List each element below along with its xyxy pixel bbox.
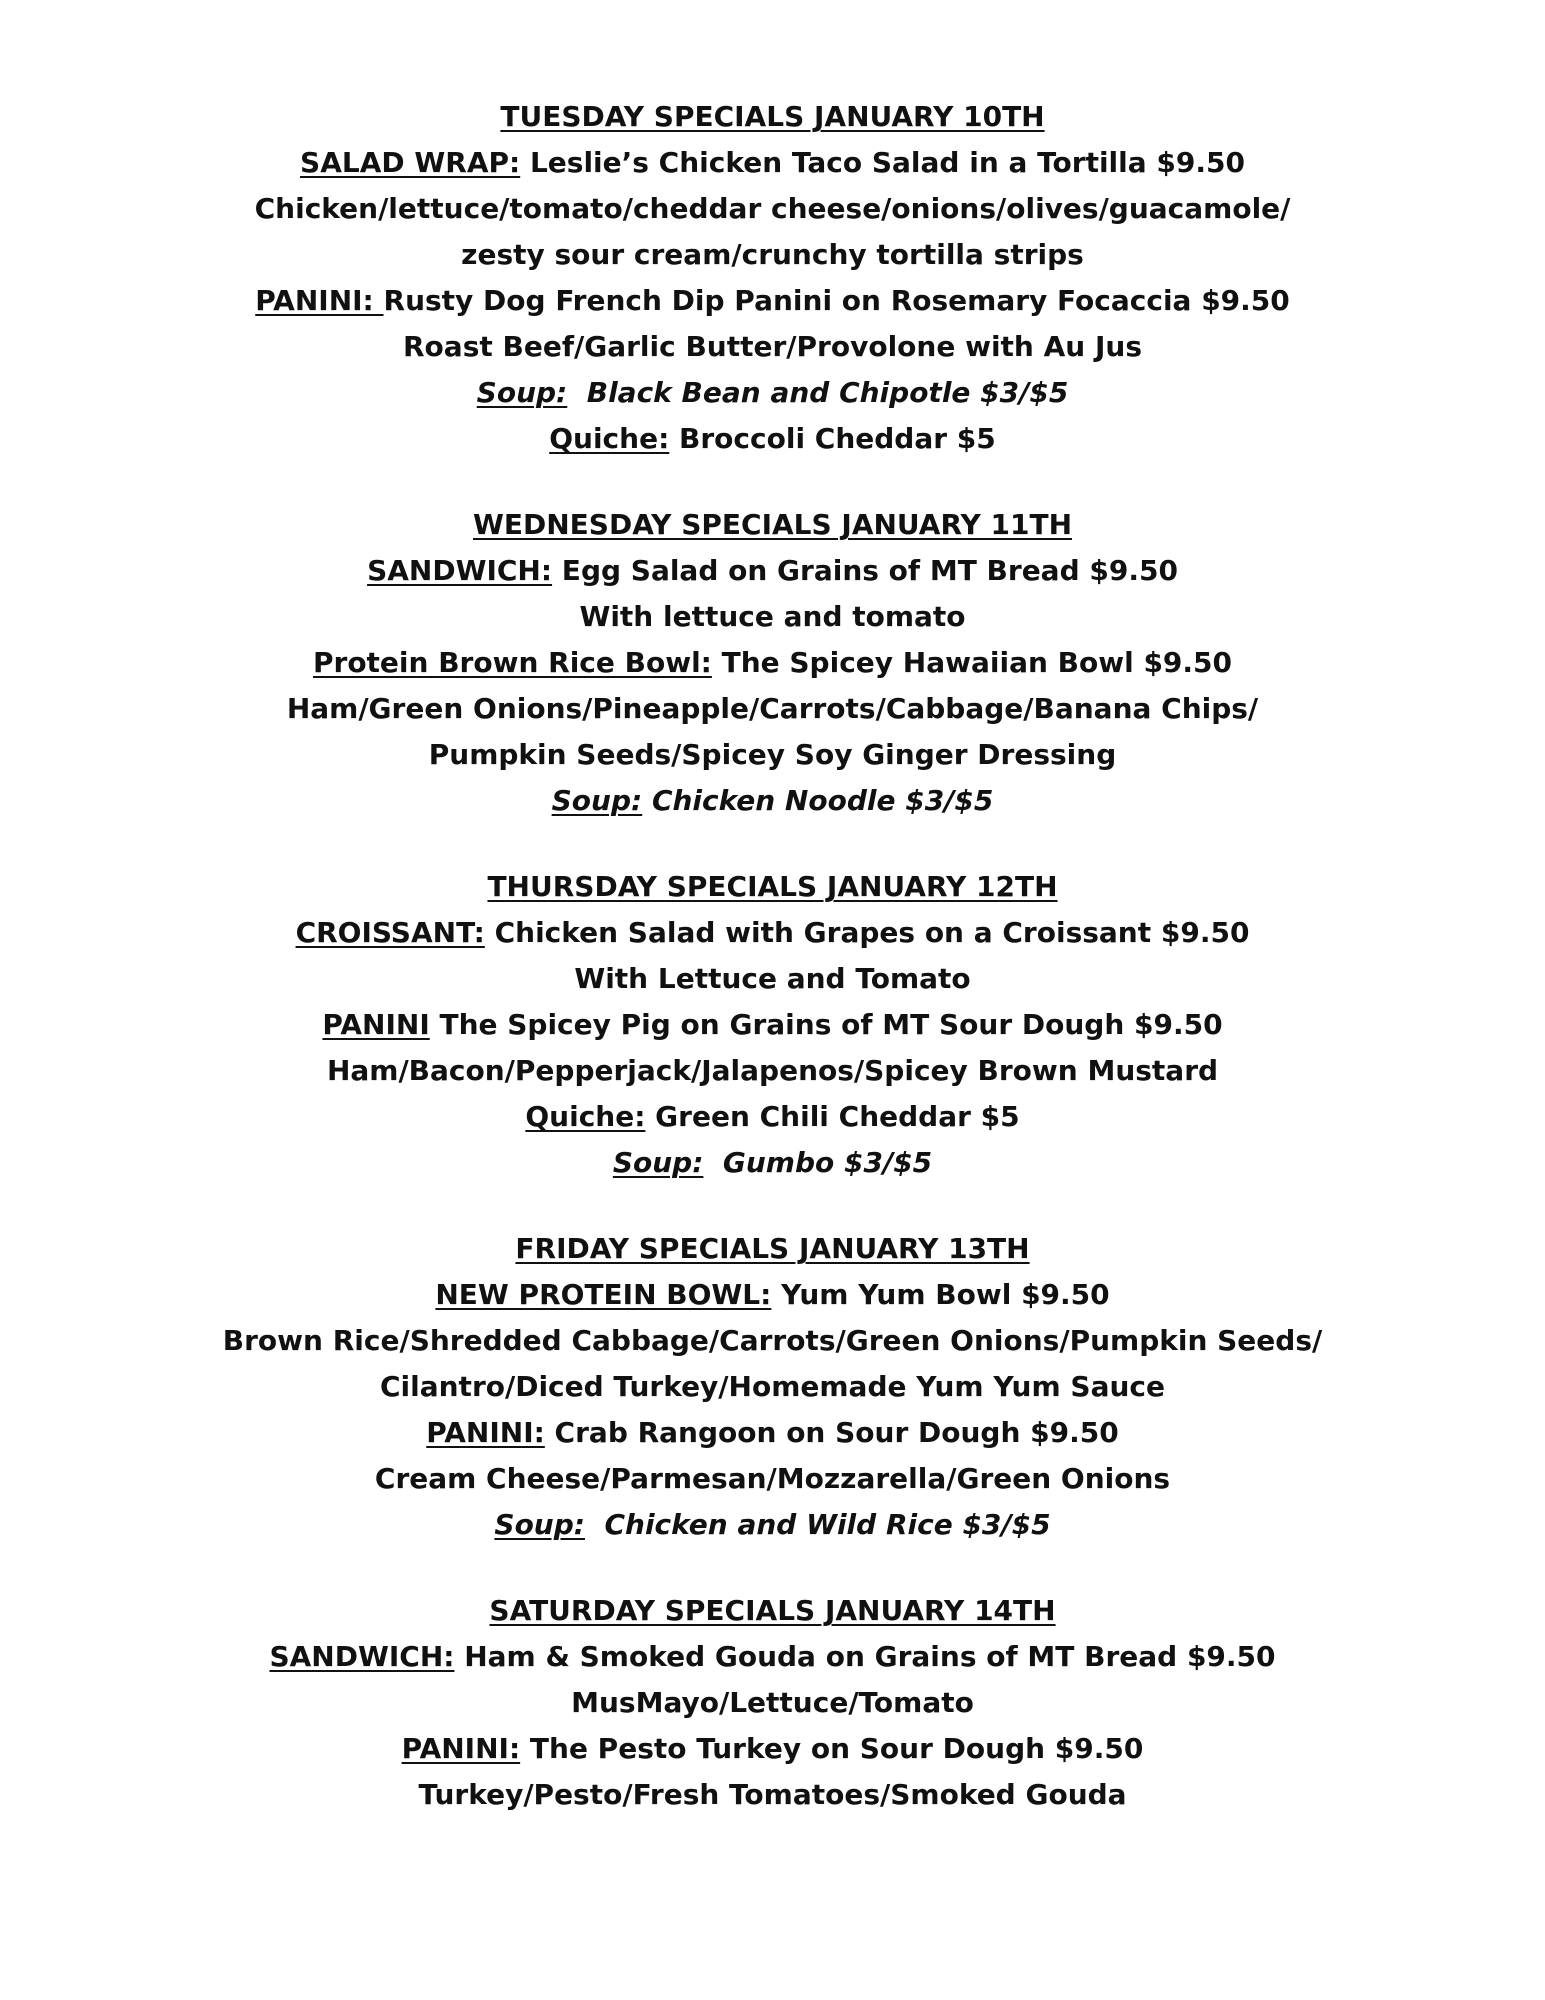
item-label: CROISSANT: (295, 916, 485, 949)
menu-line (0, 910, 1545, 956)
menu-line (0, 1364, 1545, 1410)
menu-line (0, 416, 1545, 462)
menu-line (0, 1680, 1545, 1726)
item-text: Ham/Bacon/Pepperjack/Jalapenos/Spicey Brown Mustard (326, 1054, 1219, 1087)
item-text: Leslie’s Chicken Taco Salad in a Tortilla $9.50 (520, 146, 1245, 179)
menu-line (0, 140, 1545, 186)
item-label: SALAD WRAP: (300, 146, 521, 179)
item-label: Soup: (551, 784, 643, 817)
item-text: With lettuce and tomato (579, 600, 966, 633)
menu-line (0, 278, 1545, 324)
item-label: Soup: (612, 1146, 704, 1179)
item-label: Soup: (476, 376, 568, 409)
item-text: Roast Beef/Garlic Butter/Provolone with Au Jus (403, 330, 1142, 363)
menu-line (0, 232, 1545, 278)
day-heading: WEDNESDAY SPECIALS JANUARY 11TH (472, 508, 1073, 541)
item-text: The Spicey Hawaiian Bowl $9.50 (711, 646, 1233, 679)
item-text: Egg Salad on Grains of MT Bread $9.50 (552, 554, 1178, 587)
item-text: Broccoli Cheddar $5 (669, 422, 996, 455)
day-heading: THURSDAY SPECIALS JANUARY 12TH (487, 870, 1058, 903)
menu-line (0, 370, 1545, 416)
menu-line (0, 1502, 1545, 1548)
menu-line (0, 594, 1545, 640)
menu-line (0, 778, 1545, 824)
item-text: Turkey/Pesto/Fresh Tomatoes/Smoked Gouda (418, 1778, 1127, 1811)
item-text: Crab Rangoon on Sour Dough $9.50 (544, 1416, 1119, 1449)
item-text: zesty sour cream/crunchy tortilla strips (461, 238, 1084, 271)
item-text: Rusty Dog French Dip Panini on Rosemary Focaccia $9.50 (383, 284, 1290, 317)
menu-line (0, 1048, 1545, 1094)
day-section (0, 1226, 1545, 1548)
day-section (0, 94, 1545, 462)
menu-line (0, 548, 1545, 594)
item-text: Green Chili Cheddar $5 (645, 1100, 1020, 1133)
item-text: Gumbo $3/$5 (703, 1146, 933, 1179)
item-text: Ham/Green Onions/Pineapple/Carrots/Cabbage/Banana Chips/ (286, 692, 1259, 725)
item-label: PANINI: (255, 284, 384, 317)
item-text: Pumpkin Seeds/Spicey Soy Ginger Dressing (428, 738, 1117, 771)
item-label: SANDWICH: (367, 554, 553, 587)
item-text: Black Bean and Chipotle $3/$5 (567, 376, 1069, 409)
item-label: Protein Brown Rice Bowl: (312, 646, 712, 679)
menu-line (0, 732, 1545, 778)
menu-line (0, 1002, 1545, 1048)
item-label: PANINI: (426, 1416, 545, 1449)
day-heading: SATURDAY SPECIALS JANUARY 14TH (489, 1594, 1056, 1627)
day-heading: FRIDAY SPECIALS JANUARY 13TH (515, 1232, 1030, 1265)
menu-line (0, 1772, 1545, 1818)
menu-line (0, 1094, 1545, 1140)
item-label: Quiche: (549, 422, 670, 455)
menu-line (0, 1634, 1545, 1680)
item-text: Chicken Noodle $3/$5 (642, 784, 994, 817)
item-text: Cream Cheese/Parmesan/Mozzarella/Green Onions (374, 1462, 1171, 1495)
menu-line (0, 1456, 1545, 1502)
item-text: Cilantro/Diced Turkey/Homemade Yum Yum Sauce (379, 1370, 1165, 1403)
item-text: Brown Rice/Shredded Cabbage/Carrots/Green Onions/Pumpkin Seeds/ (222, 1324, 1323, 1357)
item-label: NEW PROTEIN BOWL: (435, 1278, 772, 1311)
item-text: Ham & Smoked Gouda on Grains of MT Bread $9.50 (454, 1640, 1276, 1673)
item-text: Chicken Salad with Grapes on a Croissant $9.50 (484, 916, 1250, 949)
menu-line (0, 956, 1545, 1002)
day-section (0, 502, 1545, 824)
specials-menu (0, 94, 1545, 1858)
menu-line (0, 1318, 1545, 1364)
menu-line (0, 1726, 1545, 1772)
item-label: PANINI: (401, 1732, 521, 1765)
item-text: Chicken/lettuce/tomato/cheddar cheese/onions/olives/guacamole/ (254, 192, 1291, 225)
item-label: Soup: (494, 1508, 585, 1541)
item-label: PANINI (322, 1008, 430, 1041)
item-text: Yum Yum Bowl $9.50 (771, 1278, 1110, 1311)
item-text: The Spicey Pig on Grains of MT Sour Dough $9.50 (429, 1008, 1223, 1041)
menu-line (0, 640, 1545, 686)
day-section (0, 864, 1545, 1186)
menu-line (0, 1140, 1545, 1186)
item-text: With Lettuce and Tomato (574, 962, 971, 995)
item-text: Chicken and Wild Rice $3/$5 (584, 1508, 1051, 1541)
item-text: MusMayo/Lettuce/Tomato (571, 1686, 974, 1719)
menu-line (0, 1410, 1545, 1456)
menu-line (0, 686, 1545, 732)
menu-line (0, 1272, 1545, 1318)
menu-line (0, 324, 1545, 370)
menu-line (0, 186, 1545, 232)
day-heading: TUESDAY SPECIALS JANUARY 10TH (500, 100, 1045, 133)
item-label: Quiche: (525, 1100, 646, 1133)
day-section (0, 1588, 1545, 1818)
item-text: The Pesto Turkey on Sour Dough $9.50 (520, 1732, 1144, 1765)
item-label: SANDWICH: (269, 1640, 455, 1673)
